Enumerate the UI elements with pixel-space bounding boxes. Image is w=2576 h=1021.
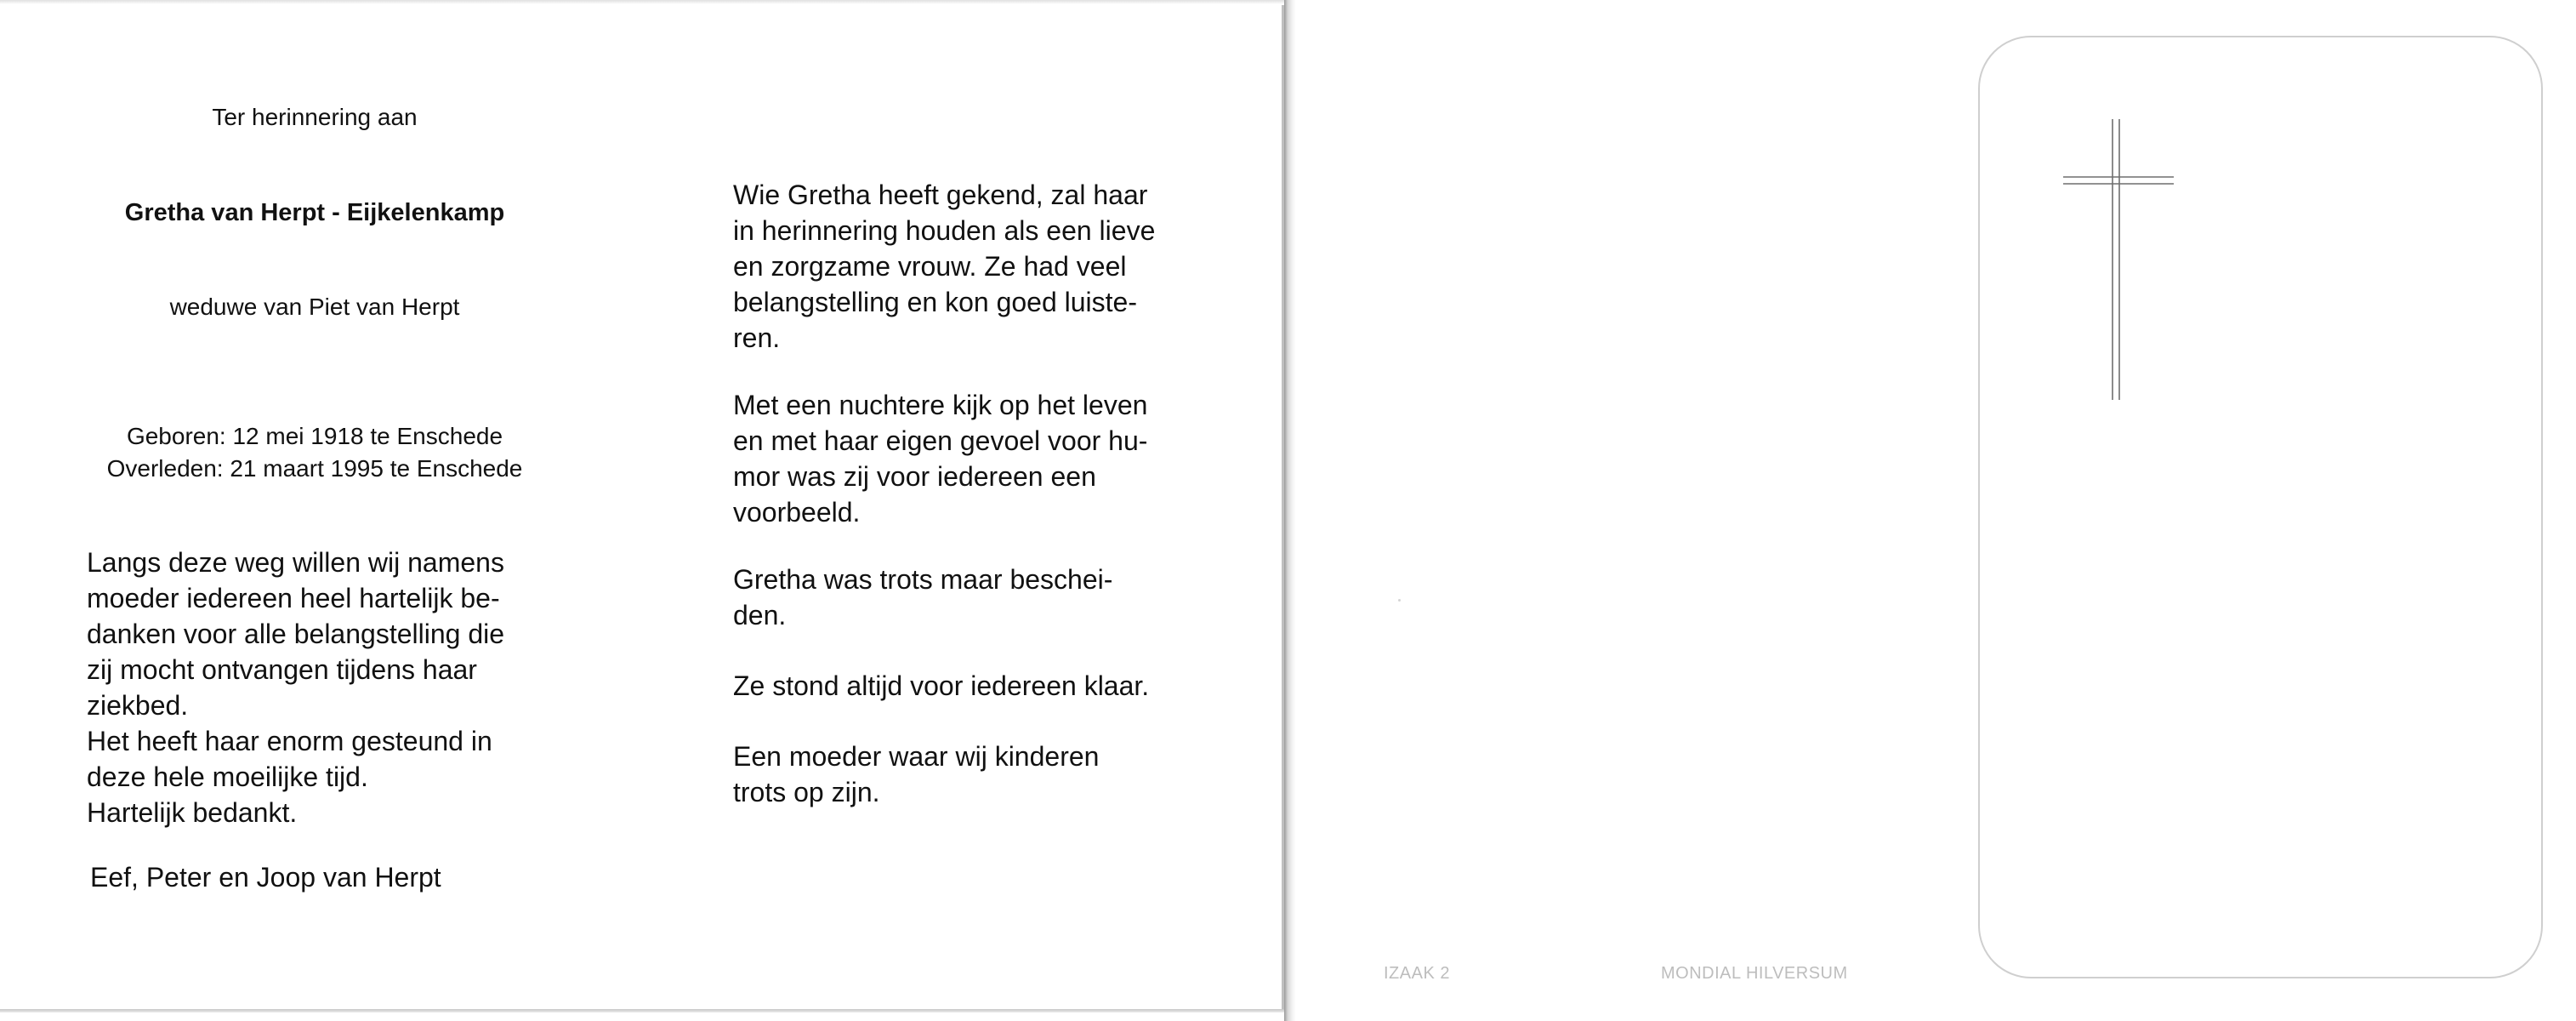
thanks-paragraph: [87, 545, 548, 830]
text-line: Met een nuchtere kijk op het leven: [733, 390, 1148, 420]
card-bottom-edge: [0, 1009, 1289, 1012]
intro-text: Ter herinnering aan: [212, 104, 418, 130]
text-line: trots op zijn.: [733, 777, 880, 807]
text-line: en met haar eigen gevoel voor hu-: [733, 425, 1148, 456]
memory-paragraph-1: [733, 177, 1187, 356]
text-line: Gretha was trots maar beschei-: [733, 564, 1113, 595]
death-line: Overleden: 21 maart 1995 te Enschede: [106, 455, 523, 482]
text-line: Een moeder waar wij kinderen: [733, 741, 1100, 772]
widow-line: weduwe van Piet van Herpt: [169, 294, 460, 320]
fold-shadow: [1284, 0, 1296, 1021]
thanks-line: moeder iedereen heel hartelijk be-: [87, 583, 500, 613]
memory-paragraph-5: [733, 739, 1187, 810]
memory-paragraph-4: [733, 668, 1187, 704]
memory-paragraph-2: [733, 387, 1187, 530]
memory-paragraph-3: [733, 562, 1187, 633]
life-dates: [68, 420, 561, 485]
text-line: in herinnering houden als een lieve: [733, 215, 1156, 246]
text-line: belangstelling en kon goed luiste-: [733, 287, 1137, 317]
deceased-name: Gretha van Herpt - Eijkelenkamp: [124, 199, 505, 226]
thanks-line: Hartelijk bedankt.: [87, 797, 298, 828]
thanks-line: zij mocht ontvangen tijdens haar: [87, 654, 477, 685]
top-edge: [0, 0, 1289, 4]
text-line: en zorgzame vrouw. Ze had veel: [733, 251, 1127, 282]
thanks-line: ziekbed.: [87, 690, 189, 721]
text-line: mor was zij voor iedereen een: [733, 461, 1096, 492]
thanks-line: Langs deze weg willen wij namens: [87, 547, 504, 578]
thanks-line: deze hele moeilijke tijd.: [87, 761, 368, 792]
text-line: den.: [733, 600, 787, 630]
text-line: Ze stond altijd voor iedereen klaar.: [733, 670, 1150, 701]
printer-name: MONDIAL HILVERSUM: [1661, 964, 1848, 983]
thanks-line: Het heeft haar enorm gesteund in: [87, 726, 492, 756]
latin-cross-icon: [2063, 119, 2174, 400]
thanks-line: danken voor alle belangstelling die: [87, 619, 505, 649]
text-line: ren.: [733, 322, 781, 353]
signoff: Eef, Peter en Joop van Herpt: [90, 862, 441, 893]
print-code: IZAAK 2: [1384, 964, 1450, 983]
birth-line: Geboren: 12 mei 1918 te Enschede: [126, 423, 503, 449]
paper-speck: [1398, 599, 1401, 602]
text-line: voorbeeld.: [733, 497, 861, 528]
text-line: Wie Gretha heeft gekend, zal haar: [733, 180, 1148, 210]
